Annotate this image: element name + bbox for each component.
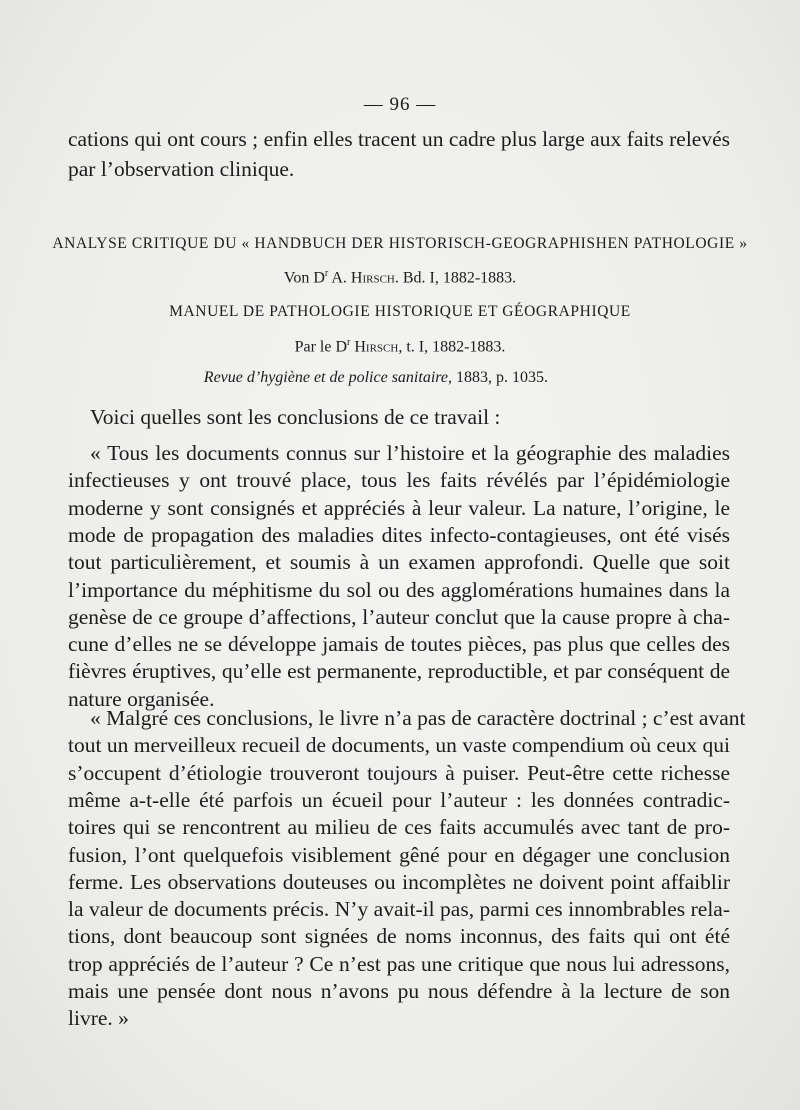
paragraph3_lines-line-11: mais une pensée dont nous n’avons pu nous défendre à la lecture de son <box>68 979 730 1003</box>
paragraph2_lines-line-3: moderne y sont consignés et appréciés à leur valeur. La nature, l’origine, le <box>68 495 730 520</box>
paragraph2_lines-line-8: cune d’elles ne se développe jamais de toutes pièces, pas plus que celles des <box>68 632 730 657</box>
paragraph3_lines-line-6: fusion, l’ont quelquefois visiblement gêné pour en dégager une conclusion <box>68 842 730 867</box>
paragraph2_lines-line-6: l’importance du méphitisme du sol ou des agglomérations humaines dans la <box>68 577 730 602</box>
author-suffix: Bd. I, 1882-1883. <box>398 269 517 287</box>
author-sup: r <box>324 268 329 279</box>
paragraph3_lines-line-10: trop appréciés de l’auteur ? Ce n’est pas une critique que nous lui adressons, <box>68 951 730 976</box>
french-author-prefix: Par le D <box>294 338 348 356</box>
paragraph2_lines-line-5: tout particulièrement, et soumis à un examen approfondi. Quelle que soit <box>68 550 730 575</box>
paragraph2_lines-line-10: nature organisée. <box>68 686 215 711</box>
paragraph3_lines-line-8: la valeur de documents précis. N’y avait-il pas, parmi ces innombrables rela- <box>68 897 730 922</box>
french-author-name: Hirsch, <box>350 338 403 356</box>
paragraph3_lines-line-4: même a-t-elle été parfois un écueil pour l’auteur : les données contradic- <box>68 787 730 812</box>
source-line <box>0 363 548 393</box>
french-author-suffix: t. I, 1882-1883. <box>402 338 506 356</box>
source-journal: Revue d’hygiène et de police sanitaire, <box>203 369 452 386</box>
paragraph3_lines-line-12: livre. » <box>68 1006 129 1031</box>
french-author-line <box>0 328 800 362</box>
paragraph3_lines-line-1: « Malgré ces conclusions, le livre n’a pas de caractère doctrinal ; c’est avant <box>90 706 746 730</box>
french-author-sup: r <box>347 337 351 348</box>
paragraph2_lines-line-9: fièvres éruptives, qu’elle est permanente, reproductible, et par conséquent de <box>68 659 730 684</box>
paragraph3_lines-line-3: s’occupent d’étiologie trouveront toujours à puiser. Peut-être cette richesse <box>68 760 730 785</box>
paragraph3_lines-line-5: toires qui se rencontrent au milieu de ces faits accumulés avec tant de pro- <box>68 815 730 840</box>
intro-line-1: cations qui ont cours ; enfin elles tracent un cadre plus large aux faits relevés <box>68 127 730 151</box>
french-title: MANUEL DE PATHOLOGIE HISTORIQUE ET GÉOGRAPHIQUE <box>169 303 631 320</box>
paragraph3_lines-line-9: tions, dont beaucoup sont signées de noms inconnus, des faits qui ont été <box>68 924 730 949</box>
paragraph2_lines-line-2: infectieuses y ont trouvé place, tous les faits révélés par l’épidémiologie <box>68 468 730 493</box>
author-name: A. Hirsch. <box>328 269 399 287</box>
intro-line-2: par l’observation clinique. <box>68 157 295 181</box>
author-prefix: Von D <box>283 269 325 287</box>
paragraph2_lines-line-7: genèse de ce groupe d’affections, l’auteur conclut que la cause propre à cha- <box>68 604 730 629</box>
paragraph2_lines-line-1: « Tous les documents connus sur l’histoire et la géographie des maladies <box>90 441 730 465</box>
author-line <box>0 259 800 293</box>
article-title: ANALYSE CRITIQUE DU « HANDBUCH DER HISTORISCH-GEOGRAPHISHEN PATHOLOGIE » <box>52 235 748 252</box>
paragraph-1: Voici quelles sont les conclusions de ce travail : <box>90 405 501 429</box>
paragraph2_lines-line-4: mode de propagation des maladies dites infecto-contagieuses, ont été visés <box>68 522 730 547</box>
source-reference: 1883, p. 1035. <box>452 369 548 386</box>
paragraph3_lines-line-2: tout un merveilleux recueil de documents, un vaste compendium où ceux qui <box>68 733 730 758</box>
paragraph3_lines-line-7: ferme. Les observations douteuses ou incomplètes ne doivent point affaiblir <box>68 869 730 894</box>
page-number: — 96 — <box>363 94 437 115</box>
